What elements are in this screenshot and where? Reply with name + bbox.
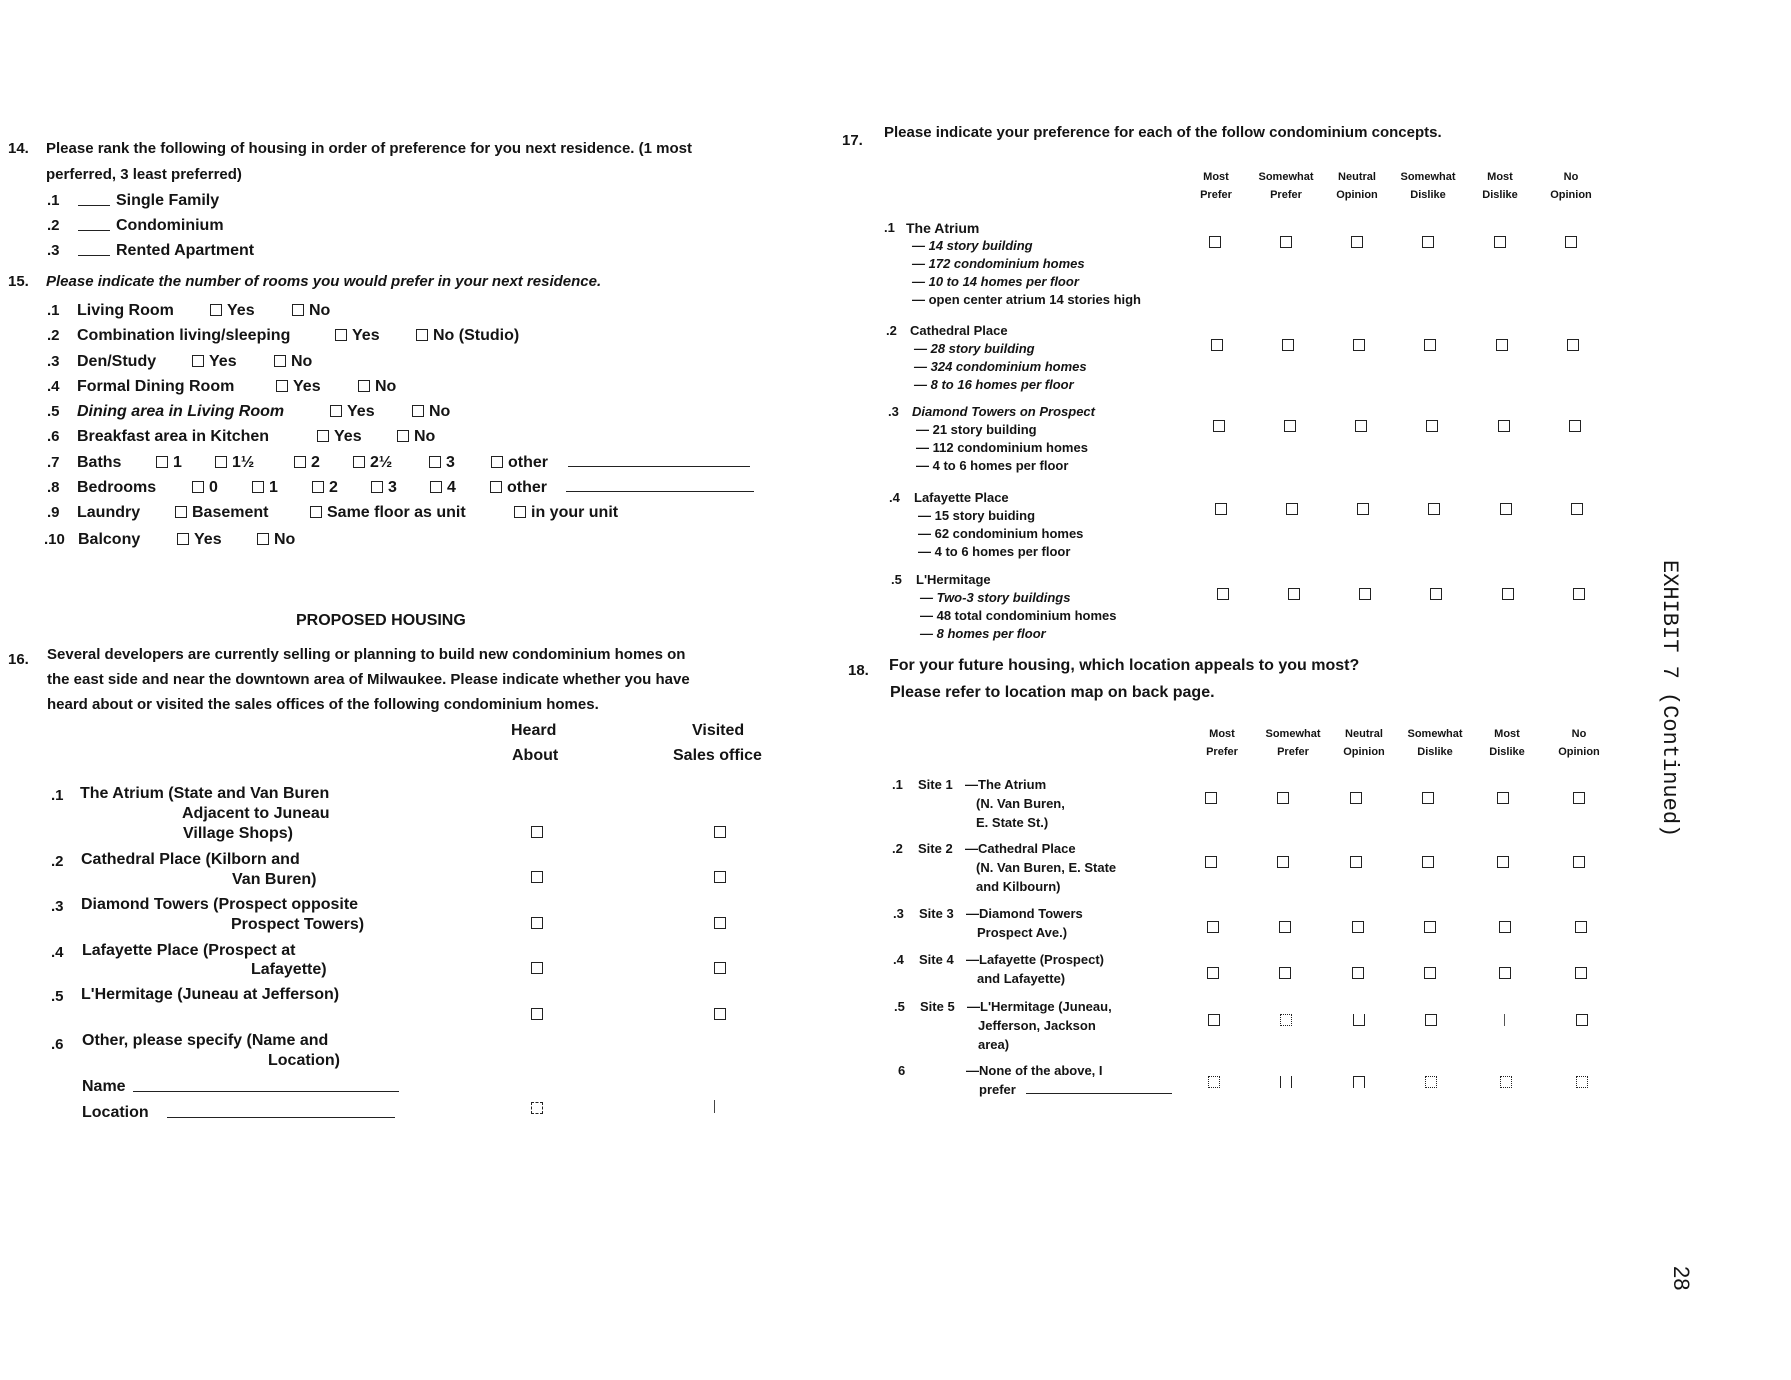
option-2[interactable]: 2 bbox=[294, 454, 320, 472]
rating-checkbox[interactable] bbox=[1575, 967, 1587, 979]
name-label: Name bbox=[82, 1078, 126, 1095]
rating-checkbox[interactable] bbox=[1353, 339, 1365, 351]
checkbox-icon bbox=[257, 533, 269, 545]
scale-col-no-opinion: No Opinion bbox=[1550, 171, 1592, 201]
q15-row-label: Dining area in Living Room bbox=[77, 403, 285, 420]
checkbox-icon bbox=[491, 456, 503, 468]
rating-checkbox[interactable] bbox=[1277, 792, 1289, 804]
item-num: .6 bbox=[51, 1036, 64, 1053]
item-num: .3 bbox=[893, 906, 904, 921]
rating-checkbox[interactable] bbox=[1352, 921, 1364, 933]
rank-blank-1[interactable] bbox=[78, 205, 110, 206]
option-no[interactable]: No bbox=[412, 403, 450, 421]
item-title: Diamond Towers on Prospect bbox=[912, 404, 1095, 419]
rating-checkbox[interactable] bbox=[1499, 921, 1511, 933]
item-line2: Prospect Towers) bbox=[231, 916, 365, 933]
rating-checkbox[interactable] bbox=[1355, 420, 1367, 432]
rating-checkbox[interactable] bbox=[1359, 588, 1371, 600]
rating-checkbox[interactable] bbox=[1280, 1076, 1292, 1088]
item-line2: Van Buren) bbox=[232, 871, 317, 888]
q16-text-line2: the east side and near the downtown area of Milwaukee. Please indicate whether you have bbox=[47, 671, 690, 688]
q14-number: 14. bbox=[8, 140, 29, 157]
rating-checkbox[interactable] bbox=[1425, 1014, 1437, 1026]
q18-question-line2: Please refer to location map on back page. bbox=[890, 684, 1215, 701]
col-header-visited: Visited bbox=[692, 722, 745, 739]
item-line2: Lafayette) bbox=[251, 961, 327, 978]
checkbox-icon bbox=[276, 380, 288, 392]
checkbox-icon bbox=[192, 481, 204, 493]
option-yes[interactable]: Yes bbox=[335, 327, 380, 345]
rating-checkbox[interactable] bbox=[1279, 921, 1291, 933]
q14-item-num: .3 bbox=[47, 242, 60, 259]
scale-col-neutral: Neutral Opinion bbox=[1336, 171, 1378, 201]
heard-checkbox[interactable] bbox=[531, 962, 543, 974]
rating-checkbox[interactable] bbox=[1282, 339, 1294, 351]
item-line2: Location) bbox=[268, 1052, 340, 1069]
rating-checkbox[interactable] bbox=[1352, 967, 1364, 979]
rating-checkbox[interactable] bbox=[1571, 503, 1583, 515]
item-line1: —L'Hermitage (Juneau, bbox=[967, 999, 1112, 1014]
rank-blank-2[interactable] bbox=[78, 230, 110, 231]
item-line2: prefer bbox=[979, 1082, 1016, 1097]
prefer-blank[interactable] bbox=[1026, 1093, 1172, 1094]
item-num: .4 bbox=[893, 952, 904, 967]
item-detail: — 8 homes per floor bbox=[920, 626, 1046, 641]
checkbox-icon bbox=[335, 329, 347, 341]
option-yes[interactable]: Yes bbox=[177, 531, 222, 549]
item-num: .4 bbox=[889, 490, 900, 505]
q14-item-label: Condominium bbox=[116, 217, 224, 234]
item-line1: Lafayette Place (Prospect at bbox=[82, 942, 296, 959]
rating-checkbox[interactable] bbox=[1575, 921, 1587, 933]
page-number: 28 bbox=[1669, 1266, 1694, 1291]
rating-checkbox[interactable] bbox=[1284, 420, 1296, 432]
q15-row-num: .7 bbox=[47, 454, 60, 471]
q14-item-label: Single Family bbox=[116, 192, 220, 209]
rating-checkbox[interactable] bbox=[1500, 1076, 1512, 1088]
heard-checkbox[interactable] bbox=[531, 1008, 543, 1020]
rating-checkbox[interactable] bbox=[1567, 339, 1579, 351]
option-no[interactable]: No bbox=[358, 378, 396, 396]
site-label: Site 1 bbox=[918, 777, 953, 792]
item-num: .4 bbox=[51, 944, 64, 961]
checkbox-icon bbox=[371, 481, 383, 493]
item-line1: Cathedral Place (Kilborn and bbox=[81, 851, 300, 868]
item-detail: — 62 condominium homes bbox=[918, 526, 1084, 541]
rating-checkbox[interactable] bbox=[1573, 588, 1585, 600]
rating-checkbox[interactable] bbox=[1499, 967, 1511, 979]
checkbox-icon bbox=[310, 506, 322, 518]
item-detail: — 28 story building bbox=[914, 341, 1035, 356]
checkbox-icon bbox=[330, 405, 342, 417]
option-no[interactable]: No bbox=[292, 302, 330, 320]
q15-row-num: .6 bbox=[47, 428, 60, 445]
heard-checkbox[interactable] bbox=[531, 826, 543, 838]
checkbox-icon bbox=[490, 481, 502, 493]
checkbox-icon bbox=[252, 481, 264, 493]
item-num: .1 bbox=[51, 787, 64, 804]
item-line1: Diamond Towers (Prospect opposite bbox=[81, 896, 359, 913]
option-0[interactable]: 0 bbox=[192, 479, 218, 497]
q15-row-num: .5 bbox=[47, 403, 60, 420]
checkbox-icon bbox=[175, 506, 187, 518]
rating-checkbox[interactable] bbox=[1573, 856, 1585, 868]
q15-row-num: .10 bbox=[44, 531, 65, 548]
q14-question-line2: perferred, 3 least preferred) bbox=[46, 166, 242, 183]
rating-checkbox[interactable] bbox=[1497, 792, 1509, 804]
site-label: Site 2 bbox=[918, 841, 953, 856]
item-num: .2 bbox=[886, 323, 897, 338]
rating-checkbox[interactable] bbox=[1569, 420, 1581, 432]
item-line2: Jefferson, Jackson bbox=[978, 1018, 1096, 1033]
scale-col-somewhat-dislike: Somewhat Dislike bbox=[1400, 171, 1456, 201]
item-line2: Prospect Ave.) bbox=[977, 925, 1068, 940]
rating-checkbox[interactable] bbox=[1424, 967, 1436, 979]
rating-checkbox[interactable] bbox=[1425, 1076, 1437, 1088]
checkbox-icon bbox=[156, 456, 168, 468]
q14-item-num: .2 bbox=[47, 217, 60, 234]
item-line1: —The Atrium bbox=[965, 777, 1047, 792]
checkbox-icon bbox=[210, 304, 222, 316]
rating-checkbox[interactable] bbox=[1430, 588, 1442, 600]
option-in-unit[interactable]: in your unit bbox=[514, 504, 618, 522]
rating-checkbox[interactable] bbox=[1217, 588, 1229, 600]
col-header-sales-office: Sales office bbox=[673, 747, 762, 764]
heard-checkbox[interactable] bbox=[531, 917, 543, 929]
item-detail: — 172 condominium homes bbox=[912, 256, 1085, 271]
item-line1: The Atrium (State and Van Buren bbox=[80, 785, 330, 802]
q15-number: 15. bbox=[8, 273, 29, 290]
item-num: .2 bbox=[51, 853, 64, 870]
baths-other-blank[interactable] bbox=[568, 466, 750, 467]
scale-col-most-prefer: Most Prefer bbox=[1206, 728, 1238, 758]
option-other[interactable]: other bbox=[490, 479, 547, 497]
rating-checkbox[interactable] bbox=[1422, 236, 1434, 248]
checkbox-icon bbox=[429, 456, 441, 468]
item-line1: —Lafayette (Prospect) bbox=[966, 952, 1104, 967]
rating-checkbox[interactable] bbox=[1353, 1014, 1365, 1026]
checkbox-icon bbox=[292, 304, 304, 316]
item-detail: — 112 condominium homes bbox=[916, 440, 1088, 455]
rating-checkbox-faint[interactable] bbox=[1504, 1014, 1507, 1026]
item-title: The Atrium bbox=[906, 220, 980, 236]
checkbox-icon bbox=[397, 430, 409, 442]
rating-checkbox[interactable] bbox=[1288, 588, 1300, 600]
option-yes[interactable]: Yes bbox=[210, 302, 255, 320]
rating-checkbox[interactable] bbox=[1213, 420, 1225, 432]
item-num: .3 bbox=[888, 404, 899, 419]
item-line1: —None of the above, I bbox=[966, 1063, 1103, 1078]
q15-row-label: Breakfast area in Kitchen bbox=[77, 428, 270, 445]
rating-checkbox[interactable] bbox=[1426, 420, 1438, 432]
rank-blank-3[interactable] bbox=[78, 255, 110, 256]
q14-question-line1: Please rank the following of housing in order of preference for you next residence. (1 most bbox=[46, 140, 692, 157]
option-3[interactable]: 3 bbox=[429, 454, 455, 472]
rating-checkbox[interactable] bbox=[1424, 339, 1436, 351]
rating-checkbox[interactable] bbox=[1350, 856, 1362, 868]
visited-checkbox-faint[interactable] bbox=[714, 1100, 717, 1113]
q15-row-label: Bedrooms bbox=[77, 479, 157, 496]
item-line1: —Diamond Towers bbox=[966, 906, 1083, 921]
scale-col-most-dislike: Most Dislike bbox=[1482, 171, 1518, 201]
item-title: Lafayette Place bbox=[914, 490, 1009, 505]
rating-checkbox[interactable] bbox=[1351, 236, 1363, 248]
q14-item-label: Rented Apartment bbox=[116, 242, 255, 259]
item-detail: — Two-3 story buildings bbox=[920, 590, 1071, 605]
q15-row-num: .2 bbox=[47, 327, 60, 344]
checkbox-icon bbox=[177, 533, 189, 545]
item-num: .2 bbox=[892, 841, 903, 856]
item-detail: — 21 story building bbox=[916, 422, 1037, 437]
q16-text-line1: Several developers are currently selling or planning to build new condominium homes on bbox=[47, 646, 686, 663]
option-2[interactable]: 2 bbox=[312, 479, 338, 497]
item-line1: L'Hermitage (Juneau at Jefferson) bbox=[81, 986, 340, 1003]
item-num: .3 bbox=[51, 898, 64, 915]
q17-number: 17. bbox=[842, 132, 863, 149]
col-header-heard: Heard bbox=[511, 722, 557, 739]
rating-checkbox[interactable] bbox=[1215, 503, 1227, 515]
item-line3: area) bbox=[978, 1037, 1010, 1052]
item-detail: — open center atrium 14 stories high bbox=[912, 292, 1141, 307]
item-line2: and Lafayette) bbox=[977, 971, 1066, 986]
rating-checkbox[interactable] bbox=[1497, 856, 1509, 868]
option-no[interactable]: No bbox=[257, 531, 295, 549]
checkbox-icon bbox=[317, 430, 329, 442]
item-detail: — 14 story building bbox=[912, 238, 1033, 253]
item-num: .1 bbox=[892, 777, 903, 792]
bedrooms-other-blank[interactable] bbox=[566, 491, 754, 492]
q15-row-num: .3 bbox=[47, 353, 60, 370]
item-line3: Village Shops) bbox=[183, 825, 293, 842]
visited-checkbox[interactable] bbox=[714, 826, 726, 838]
item-detail: — 48 total condominium homes bbox=[920, 608, 1117, 623]
item-title: L'Hermitage bbox=[916, 572, 991, 587]
site-label: Site 3 bbox=[919, 906, 954, 921]
scale-col-no-opinion: No Opinion bbox=[1558, 728, 1600, 758]
option-yes[interactable]: Yes bbox=[330, 403, 375, 421]
item-detail: — 10 to 14 homes per floor bbox=[912, 274, 1079, 289]
checkbox-icon bbox=[412, 405, 424, 417]
option-4[interactable]: 4 bbox=[430, 479, 456, 497]
item-num: .5 bbox=[894, 999, 905, 1014]
heard-checkbox[interactable] bbox=[531, 871, 543, 883]
item-line3: and Kilbourn) bbox=[976, 879, 1061, 894]
rating-checkbox[interactable] bbox=[1353, 1076, 1365, 1088]
q15-row-label: Den/Study bbox=[77, 353, 157, 370]
visited-checkbox[interactable] bbox=[714, 917, 726, 929]
rating-checkbox[interactable] bbox=[1565, 236, 1577, 248]
item-num: .1 bbox=[884, 220, 895, 235]
scale-col-somewhat-dislike: Somewhat Dislike bbox=[1407, 728, 1463, 758]
item-num: .5 bbox=[51, 988, 64, 1005]
option-same-floor[interactable]: Same floor as unit bbox=[310, 504, 466, 522]
rating-checkbox[interactable] bbox=[1573, 792, 1585, 804]
item-title: Cathedral Place bbox=[910, 323, 1008, 338]
option-2-half[interactable]: 2½ bbox=[353, 454, 392, 472]
exhibit-label: EXHIBIT 7 (Continued) bbox=[1657, 560, 1682, 838]
location-blank[interactable] bbox=[167, 1117, 395, 1118]
option-no[interactable]: No bbox=[274, 353, 312, 371]
rating-checkbox[interactable] bbox=[1208, 1076, 1220, 1088]
item-line2: (N. Van Buren, bbox=[976, 796, 1065, 811]
rating-checkbox[interactable] bbox=[1502, 588, 1514, 600]
heard-checkbox[interactable] bbox=[531, 1102, 543, 1114]
rating-checkbox[interactable] bbox=[1428, 503, 1440, 515]
checkbox-icon bbox=[192, 355, 204, 367]
rating-checkbox[interactable] bbox=[1280, 1014, 1292, 1026]
checkbox-icon bbox=[215, 456, 227, 468]
item-detail: — 324 condominium homes bbox=[914, 359, 1087, 374]
item-line2: Adjacent to Juneau bbox=[182, 805, 330, 822]
name-blank[interactable] bbox=[133, 1091, 399, 1092]
checkbox-icon bbox=[274, 355, 286, 367]
col-header-about: About bbox=[512, 747, 559, 764]
q17-question: Please indicate your preference for each of the follow condominium concepts. bbox=[884, 124, 1442, 141]
rating-checkbox[interactable] bbox=[1357, 503, 1369, 515]
option-other[interactable]: other bbox=[491, 454, 548, 472]
scale-col-somewhat-prefer: Somewhat Prefer bbox=[1258, 171, 1314, 201]
rating-checkbox[interactable] bbox=[1279, 967, 1291, 979]
scale-col-most-prefer: Most Prefer bbox=[1200, 171, 1232, 201]
item-detail: — 15 story buiding bbox=[918, 508, 1036, 523]
option-1[interactable]: 1 bbox=[156, 454, 182, 472]
q15-row-num: .8 bbox=[47, 479, 60, 496]
site-label: Site 5 bbox=[920, 999, 955, 1014]
visited-checkbox[interactable] bbox=[714, 871, 726, 883]
q15-row-label: Baths bbox=[77, 454, 122, 471]
q15-row-label: Combination living/sleeping bbox=[77, 327, 291, 344]
rating-checkbox[interactable] bbox=[1211, 339, 1223, 351]
checkbox-icon bbox=[514, 506, 526, 518]
item-detail: — 8 to 16 homes per floor bbox=[914, 377, 1074, 392]
q15-question: Please indicate the number of rooms you would prefer in your next residence. bbox=[46, 273, 602, 290]
rating-checkbox[interactable] bbox=[1209, 236, 1221, 248]
rating-checkbox[interactable] bbox=[1494, 236, 1506, 248]
checkbox-icon bbox=[416, 329, 428, 341]
checkbox-icon bbox=[358, 380, 370, 392]
option-no[interactable]: No bbox=[397, 428, 435, 446]
rating-checkbox[interactable] bbox=[1496, 339, 1508, 351]
option-1-half[interactable]: 1½ bbox=[215, 454, 254, 472]
rating-checkbox[interactable] bbox=[1576, 1076, 1588, 1088]
option-3[interactable]: 3 bbox=[371, 479, 397, 497]
q18-question-line1: For your future housing, which location appeals to you most? bbox=[889, 657, 1360, 674]
rating-checkbox[interactable] bbox=[1350, 792, 1362, 804]
rating-checkbox[interactable] bbox=[1207, 967, 1219, 979]
rating-checkbox[interactable] bbox=[1205, 792, 1217, 804]
rating-checkbox[interactable] bbox=[1576, 1014, 1588, 1026]
scale-col-most-dislike: Most Dislike bbox=[1489, 728, 1525, 758]
rating-checkbox[interactable] bbox=[1500, 503, 1512, 515]
option-yes[interactable]: Yes bbox=[317, 428, 362, 446]
option-1[interactable]: 1 bbox=[252, 479, 278, 497]
q18-number: 18. bbox=[848, 662, 869, 679]
q15-row-num: .9 bbox=[47, 504, 60, 521]
rating-checkbox[interactable] bbox=[1280, 236, 1292, 248]
rating-checkbox[interactable] bbox=[1205, 856, 1217, 868]
q15-row-label: Balcony bbox=[78, 531, 141, 548]
site-label: Site 4 bbox=[919, 952, 954, 967]
q14-item-num: .1 bbox=[47, 192, 60, 209]
item-num: .5 bbox=[891, 572, 902, 587]
checkbox-icon bbox=[430, 481, 442, 493]
section-heading: PROPOSED HOUSING bbox=[296, 612, 466, 629]
item-line1: Other, please specify (Name and bbox=[82, 1032, 329, 1049]
rating-checkbox[interactable] bbox=[1286, 503, 1298, 515]
q15-row-label: Formal Dining Room bbox=[77, 378, 235, 395]
q15-row-num: .1 bbox=[47, 302, 60, 319]
checkbox-icon bbox=[294, 456, 306, 468]
q16-number: 16. bbox=[8, 651, 29, 668]
item-line3: E. State St.) bbox=[976, 815, 1049, 830]
rating-checkbox[interactable] bbox=[1498, 420, 1510, 432]
visited-checkbox[interactable] bbox=[714, 962, 726, 974]
option-basement[interactable]: Basement bbox=[175, 504, 268, 522]
rating-checkbox[interactable] bbox=[1277, 856, 1289, 868]
item-detail: — 4 to 6 homes per floor bbox=[916, 458, 1069, 473]
rating-checkbox[interactable] bbox=[1208, 1014, 1220, 1026]
q15-row-label: Living Room bbox=[77, 302, 174, 319]
checkbox-icon bbox=[353, 456, 365, 468]
location-label: Location bbox=[82, 1104, 149, 1121]
q16-text-line3: heard about or visited the sales offices of the following condominium homes. bbox=[47, 696, 599, 713]
scale-col-somewhat-prefer: Somewhat Prefer bbox=[1265, 728, 1321, 758]
q15-row-label: Laundry bbox=[77, 504, 141, 521]
item-line2: (N. Van Buren, E. State bbox=[976, 860, 1117, 875]
option-no-studio[interactable]: No (Studio) bbox=[416, 327, 519, 345]
visited-checkbox[interactable] bbox=[714, 1008, 726, 1020]
option-yes[interactable]: Yes bbox=[276, 378, 321, 396]
option-yes[interactable]: Yes bbox=[192, 353, 237, 371]
scale-col-neutral: Neutral Opinion bbox=[1343, 728, 1385, 758]
q15-row-num: .4 bbox=[47, 378, 60, 395]
rating-checkbox[interactable] bbox=[1207, 921, 1219, 933]
checkbox-icon bbox=[312, 481, 324, 493]
item-detail: — 4 to 6 homes per floor bbox=[918, 544, 1071, 559]
rating-checkbox[interactable] bbox=[1422, 792, 1434, 804]
item-num: 6 bbox=[898, 1063, 906, 1078]
rating-checkbox[interactable] bbox=[1422, 856, 1434, 868]
item-line1: —Cathedral Place bbox=[965, 841, 1076, 856]
rating-checkbox[interactable] bbox=[1424, 921, 1436, 933]
